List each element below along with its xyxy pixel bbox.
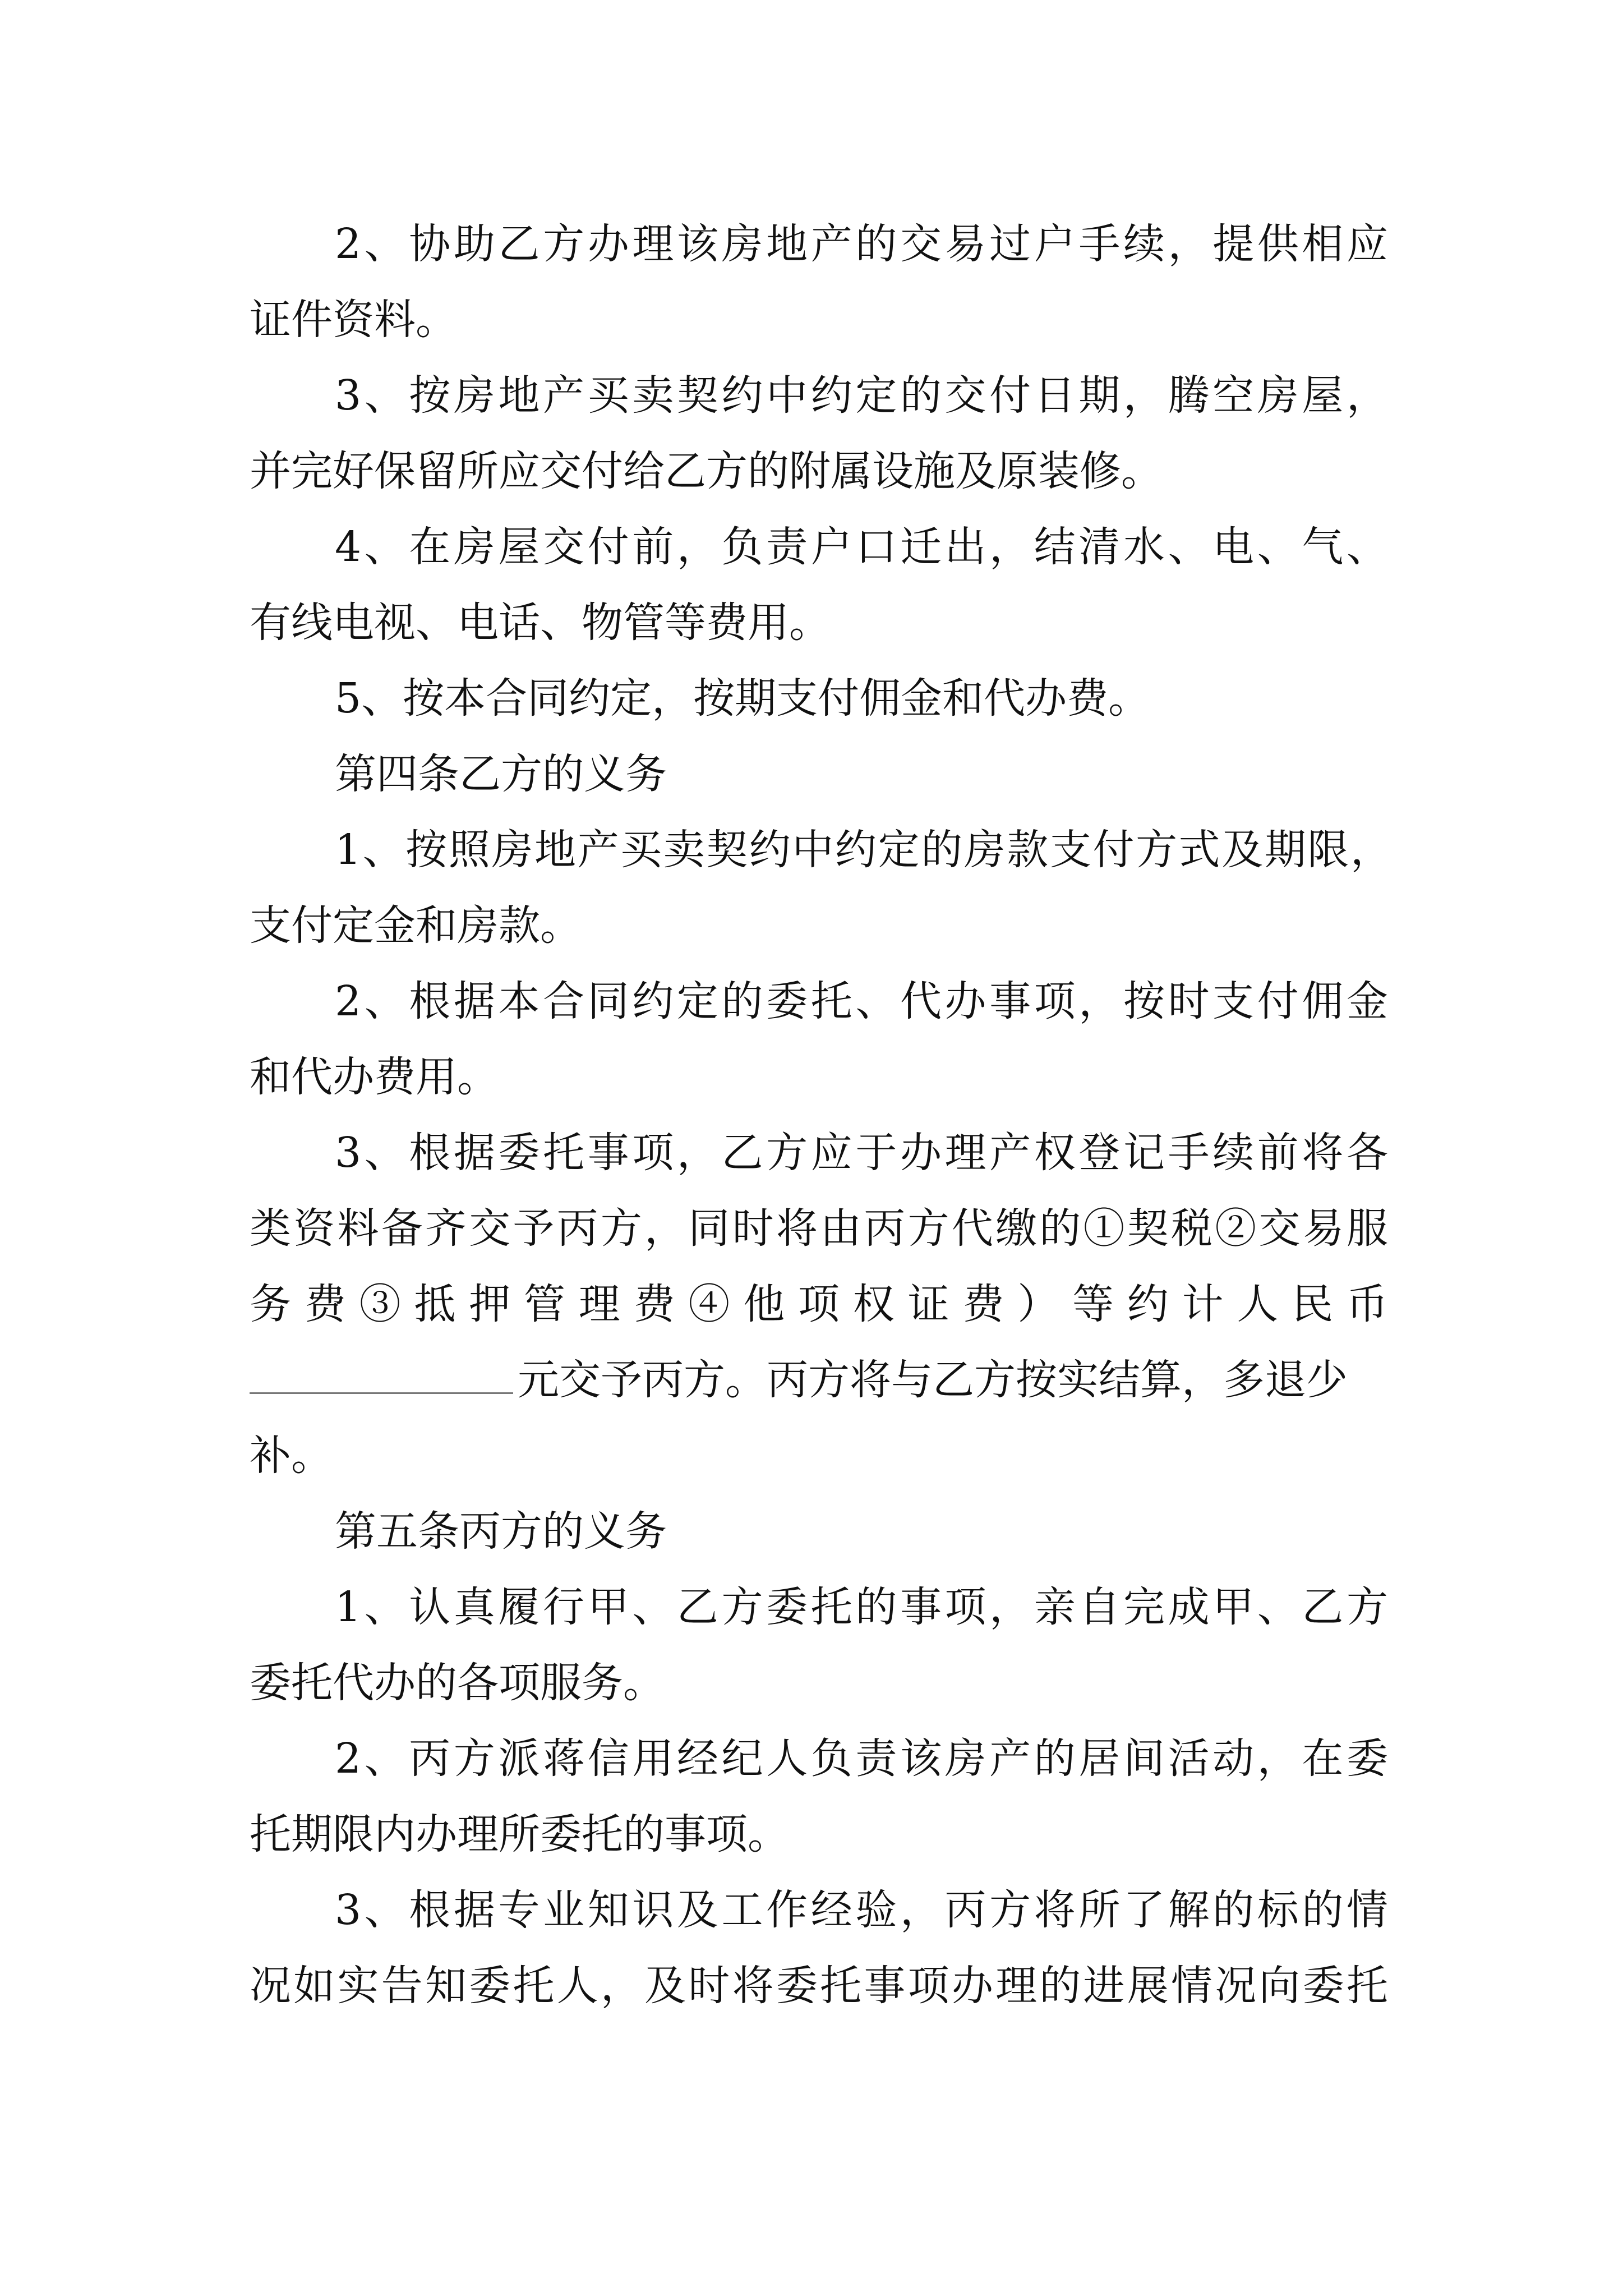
text-line: 1、按照房地产买卖契约中约定的房款支付方式及期限， <box>335 826 1392 874</box>
text-line: 和代办费用。 <box>250 1053 499 1101</box>
text-line: 并完好保留所应交付给乙方的附属设施及原装修。 <box>250 447 1163 495</box>
amount-blank <box>250 1359 513 1394</box>
text-line: 托期限内办理所委托的事项。 <box>250 1810 789 1858</box>
text-line: 证件资料。 <box>250 296 457 344</box>
text-line: 补。 <box>250 1432 333 1480</box>
text-line: 务费③抵押管理费④他项权证费）等约计人民币 <box>250 1280 1388 1328</box>
text-line: 3、根据委托事项，乙方应于办理产权登记手续前将各 <box>335 1129 1388 1177</box>
text-line: 元交予丙方。丙方将与乙方按实结算，多退少 <box>518 1356 1348 1404</box>
text-line: 4、在房屋交付前，负责户口迁出，结清水、电、气、 <box>335 523 1388 571</box>
text-line: 委托代办的各项服务。 <box>250 1659 665 1707</box>
text-line: 1、认真履行甲、乙方委托的事项，亲自完成甲、乙方 <box>335 1583 1388 1631</box>
text-line: 2、丙方派蒋信用经纪人负责该房产的居间活动，在委 <box>335 1734 1388 1783</box>
section-heading: 第五条丙方的义务 <box>335 1507 667 1556</box>
document-page <box>250 0 1392 2296</box>
text-line: 3、根据专业知识及工作经验，丙方将所了解的标的情 <box>335 1886 1388 1934</box>
text-line: 2、协助乙方办理该房地产的交易过户手续，提供相应 <box>335 220 1388 268</box>
text-line: 况如实告知委托人，及时将委托事项办理的进展情况向委托 <box>250 1962 1388 2010</box>
text-line: 类资料备齐交予丙方，同时将由丙方代缴的①契税②交易服 <box>250 1204 1388 1253</box>
section-heading: 第四条乙方的义务 <box>335 750 667 798</box>
text-line-with-blank <box>250 1349 1348 1411</box>
text-line: 支付定金和房款。 <box>250 901 582 950</box>
text-line: 5、按本合同约定，按期支付佣金和代办费。 <box>335 674 1150 723</box>
text-line: 有线电视、电话、物管等费用。 <box>250 599 831 647</box>
text-line: 2、根据本合同约定的委托、代办事项，按时支付佣金 <box>335 977 1388 1025</box>
text-line: 3、按房地产买卖契约中约定的交付日期，腾空房屋， <box>335 371 1388 420</box>
